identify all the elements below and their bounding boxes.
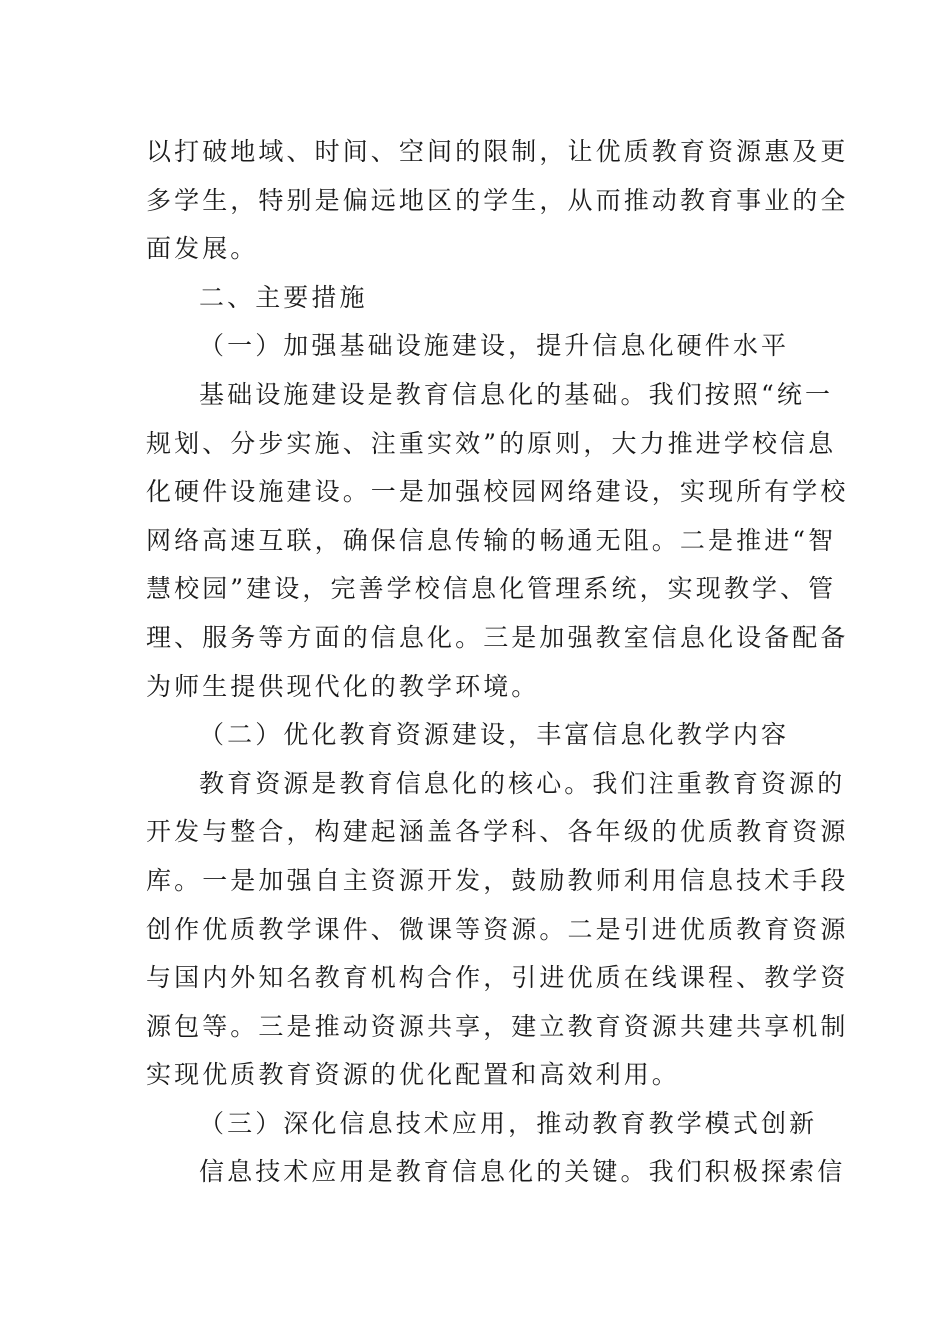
- text-line: 实现优质教育资源的优化配置和高效利用。: [146, 1060, 680, 1090]
- section-heading: 二、主要措施: [199, 282, 368, 312]
- document-body: [146, 128, 849, 1197]
- subsection-heading: （三）深化信息技术应用，推动教育教学模式创新: [199, 1108, 818, 1138]
- text-line: 面发展。: [146, 234, 259, 264]
- text-line: 理、服务等方面的信息化。三是加强教室信息化设备配备: [146, 622, 849, 652]
- text-line: 网络高速互联，确保信息传输的畅通无阻。二是推进“智: [146, 525, 837, 555]
- paragraph-first-line: 信息技术应用是教育信息化的关键。我们积极探索信: [199, 1157, 846, 1187]
- text-line: 为师生提供现代化的教学环境。: [146, 671, 540, 701]
- text-line: 库。一是加强自主资源开发，鼓励教师利用信息技术手段: [146, 865, 849, 895]
- text-line: 开发与整合，构建起涵盖各学科、各年级的优质教育资源: [146, 817, 849, 847]
- text-line: 多学生，特别是偏远地区的学生，从而推动教育事业的全: [146, 185, 849, 215]
- text-line: 化硬件设施建设。一是加强校园网络建设，实现所有学校: [146, 477, 849, 507]
- paragraph-first-line: 教育资源是教育信息化的核心。我们注重教育资源的: [199, 768, 846, 798]
- paragraph-first-line: 基础设施建设是教育信息化的基础。我们按照“统一: [199, 379, 834, 409]
- subsection-heading: （二）优化教育资源建设，丰富信息化教学内容: [199, 720, 790, 750]
- text-line: 慧校园”建设，完善学校信息化管理系统，实现教学、管: [146, 574, 837, 604]
- text-line: 规划、分步实施、注重实效”的原则，大力推进学校信息: [146, 428, 837, 458]
- text-line: 以打破地域、时间、空间的限制，让优质教育资源惠及更: [146, 137, 849, 166]
- text-line: 创作优质教学课件、微课等资源。二是引进优质教育资源: [146, 914, 849, 944]
- subsection-heading: （一）加强基础设施建设，提升信息化硬件水平: [199, 331, 790, 361]
- text-line: 与国内外知名教育机构合作，引进优质在线课程、教学资: [146, 963, 849, 993]
- text-line: 源包等。三是推动资源共享，建立教育资源共建共享机制: [146, 1011, 849, 1041]
